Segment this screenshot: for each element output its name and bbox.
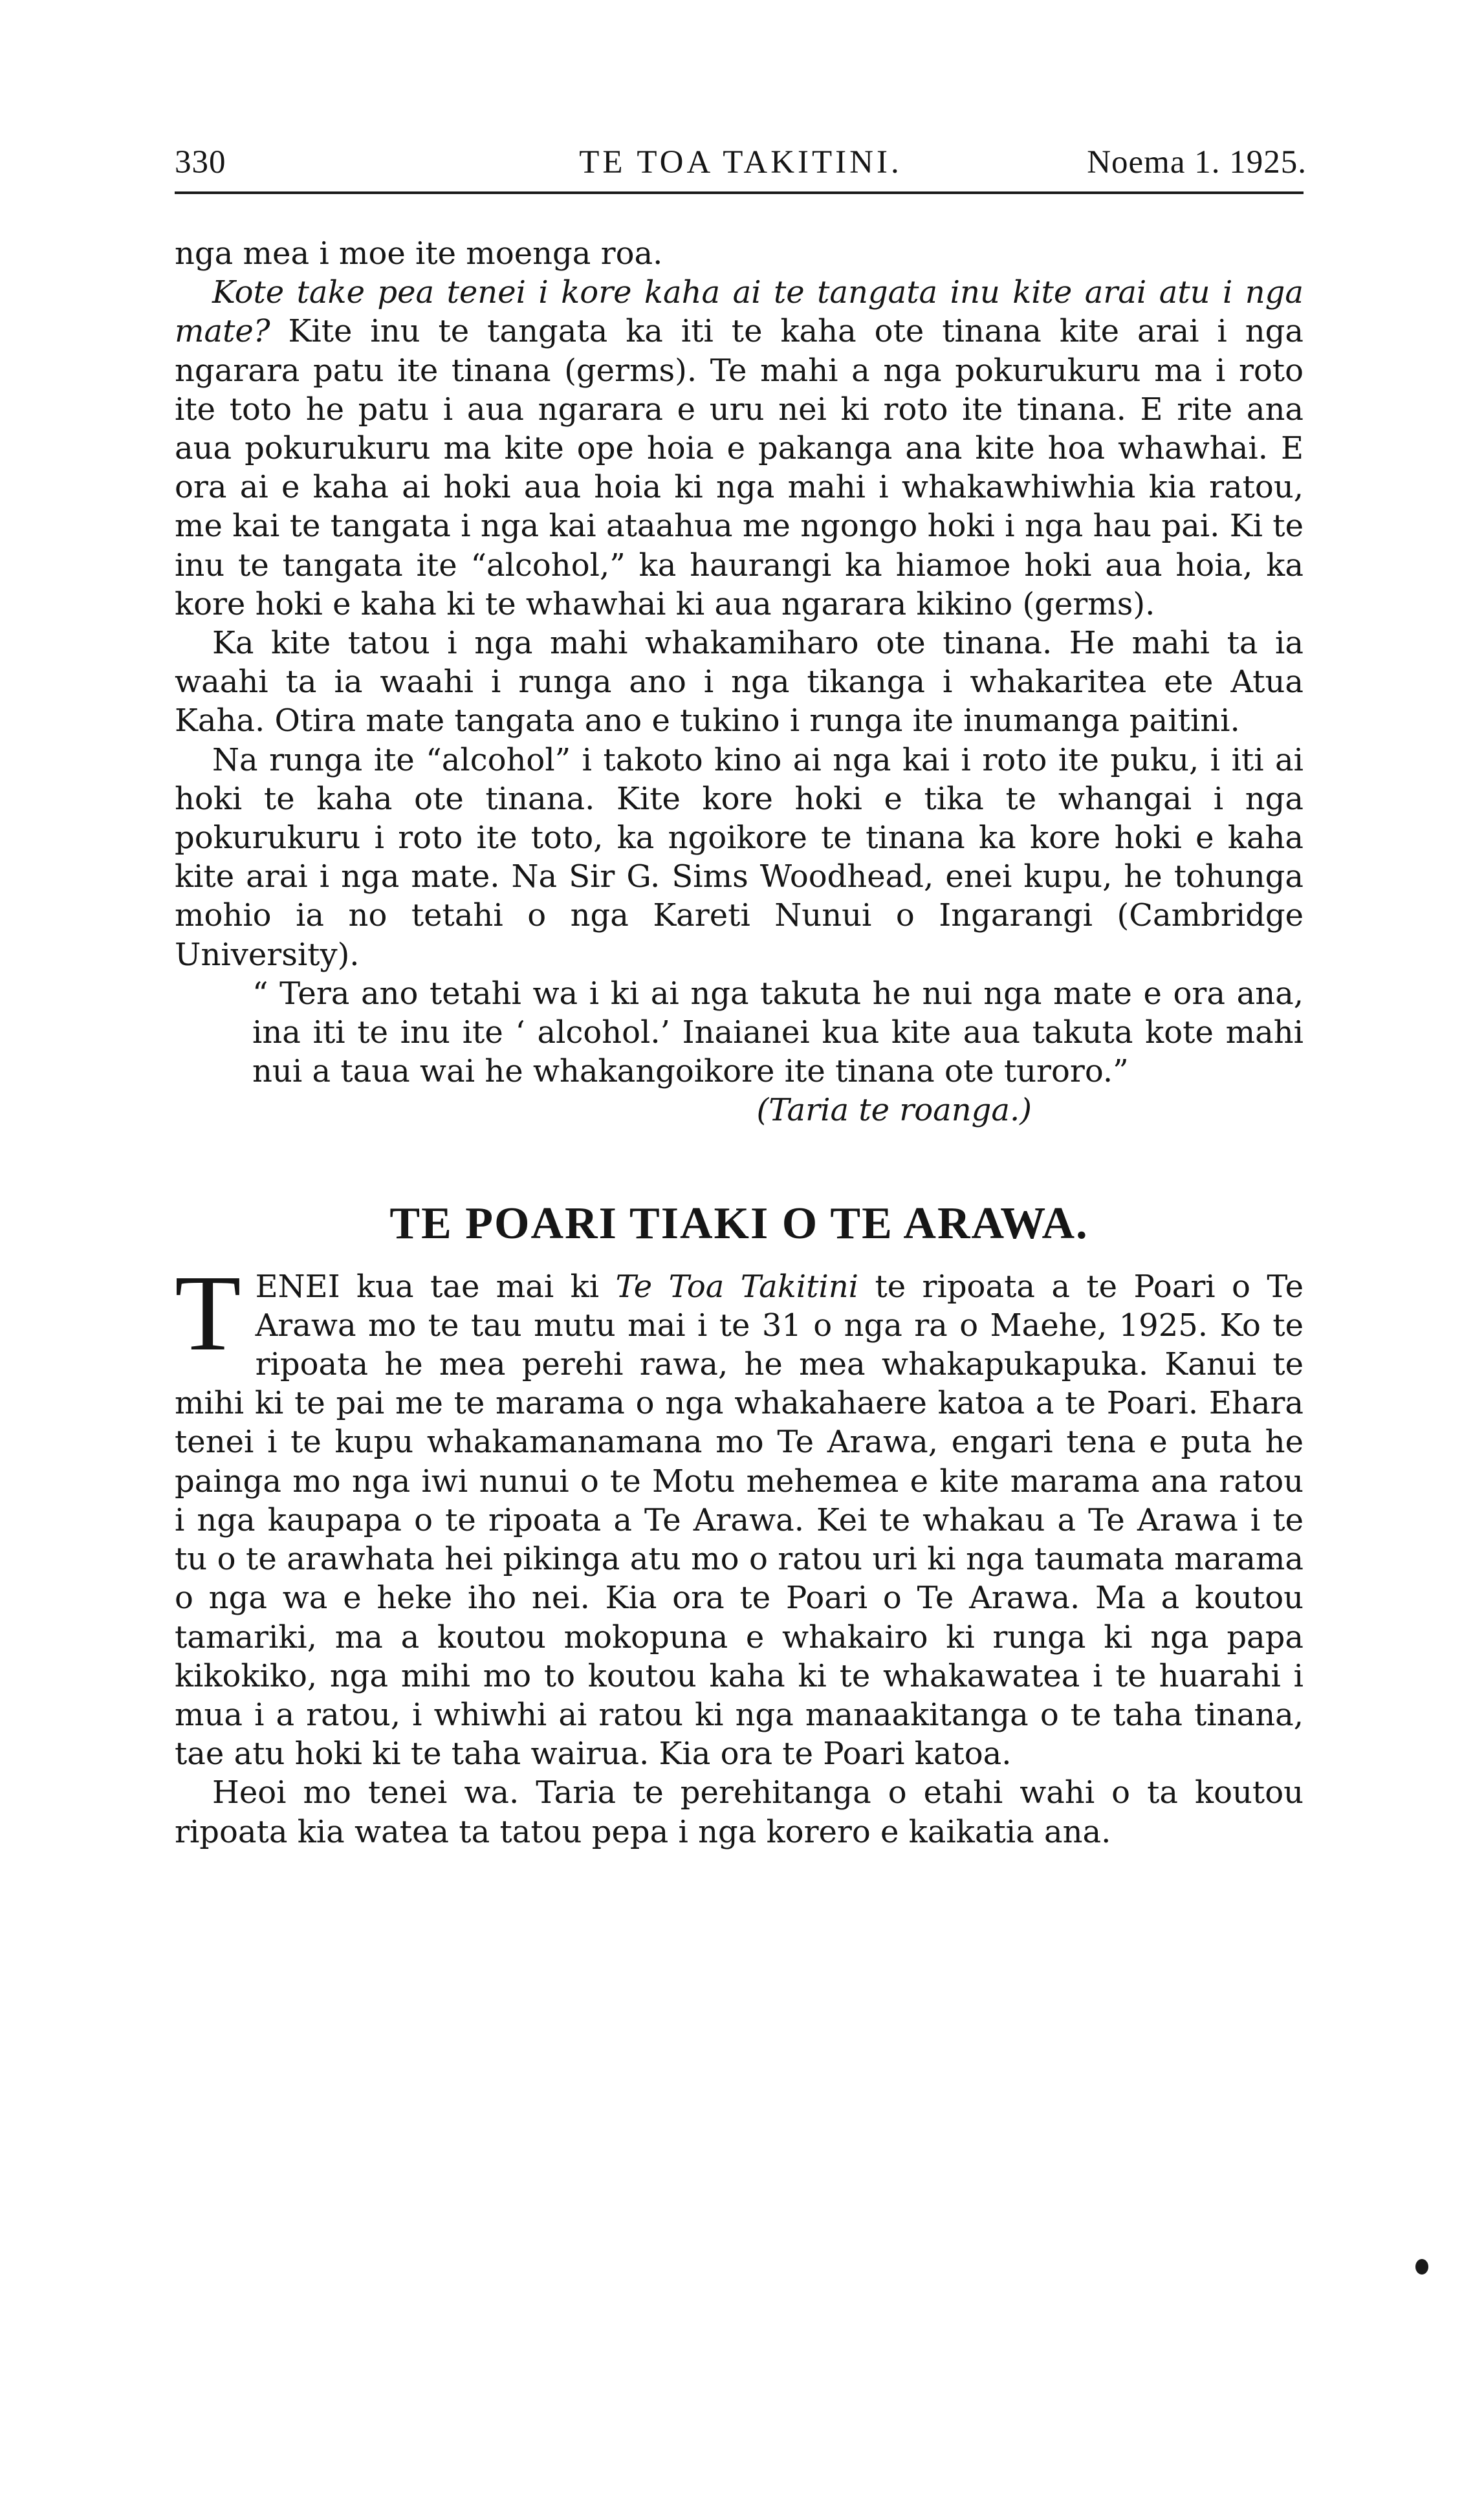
masthead-title: TE TOA TAKITINI. [579,144,902,180]
text-column [175,234,1304,1851]
newspaper-name: Te Toa Takitini [615,1268,859,1305]
article-title: TE POARI TIAKI O TE ARAWA. [389,1198,1089,1249]
paragraph-text: Kite inu te tangata ka iti te kaha ote tinana kite arai i nga ngarara patu ite tinana (germs). Te mahi a nga pokurukuru ma i roto ite toto he patu i aua ngarara e uru nei ki roto ite tinana. E rite ana aua pokurukuru ma kite ope hoia e pakanga ana kite hoa whawhai. E ora ai e kaha ai hoki aua hoia ki nga mahi i whakawhiwhia kia ratou, me kai te tangata i nga kai ataahua me ngongo hoki i nga hau pai. Ki te inu te tangata ite “alcohol,” ka haurangi ka hiamoe hoki aua hoia, ka kore hoki e kaha ki te whawhai ki aua ngarara kikino (germs). [175,313,1304,622]
article-2-paragraph-2: Heoi mo tenei wa. Taria te perehitanga o etahi wahi o ta koutou ripoata kia watea ta tatou pepa i nga korero e kaikatia ana. [175,1774,1304,1850]
article-1-paragraph-germs [175,273,1304,624]
header-rule [175,191,1304,194]
block-quote: “ Tera ano tetahi wa i ki ai nga takuta he nui nga mate e ora ana, ina iti te inu ite ‘ alcohol.’ Inaianei kua kite aua takuta kote mahi nui a taua wai he whakangoikore ite tinana ote turoro.” [252,975,1304,1090]
article-1-continuation: nga mea i moe ite moenga roa. [175,235,663,272]
paragraph-text: te ripoata a te Poari o Te Arawa mo te tau mutu mai i te 31 o nga ra o Maehe, 1925. Ko te ripoata he mea perehi rawa, he mea whakapukapuka. Kanui te mihi ki te pai me te marama o nga whakahaere katoa a te Poari. Ehara tenei i te kupu whakamanamana mo Te Arawa, engari tena e puta he painga mo nga iwi nunui o te Motu mehemea e kite marama ana ratou i nga kaupapa o te ripoata a Te Arawa. Kei te whakau a Te Arawa i te tu o te arawhata hei pikinga atu mo o ratou uri ki nga taumata marama o nga wa e heke iho nei. Kia ora te Poari o Te Arawa. Ma a koutou tamariki, ma a koutou mokopuna e whakairo ki runga ki nga papa kikokiko, nga mihi mo to koutou kaha ki te whakawatea i te huarahi i mua i a ratou, i whiwhi ai ratou ki nga manaakitanga o te taha tinana, tae atu hoki ki te taha wairua. Kia ora te Poari katoa. [175,1268,1304,1773]
running-header [175,144,1307,195]
issue-date: Noema 1. 1925. [1087,144,1307,180]
article-1-paragraph-body: Ka kite tatou i nga mahi whakamiharo ote tinana. He mahi ta ia waahi ta ia waahi i runga ano i nga tikanga i whakaritea ete Atua Kaha. Otira mate tangata ano e tukino i runga ite inumanga paitini. [175,625,1304,739]
paragraph-lead: ENEI kua tae mai ki [255,1268,616,1305]
drop-cap-letter: T [175,1252,241,1373]
to-be-continued-note: (Taria te roanga.) [756,1092,1032,1129]
article-2-paragraph-1 [175,1252,1304,1774]
margin-dot-mark [1415,2259,1428,2275]
italic-question: Kote take pea tenei i kore kaha ai te tangata inu kite arai atu i nga mate? [175,274,1304,350]
page-number: 330 [175,144,226,180]
article-1-paragraph-alcohol: Na runga ite “alcohol” i takoto kino ai nga kai i roto ite puku, i iti ai hoki te kaha ote tinana. Kite kore hoki e tika te whangai i nga pokurukuru i roto ite toto, ka ngoikore te tinana ka kore hoki e kaha kite arai i nga mate. Na Sir G. Sims Woodhead, enei kupu, he tohunga mohio ia no tetahi o nga Kareti Nunui o Ingarangi (Cambridge University). [175,741,1304,973]
